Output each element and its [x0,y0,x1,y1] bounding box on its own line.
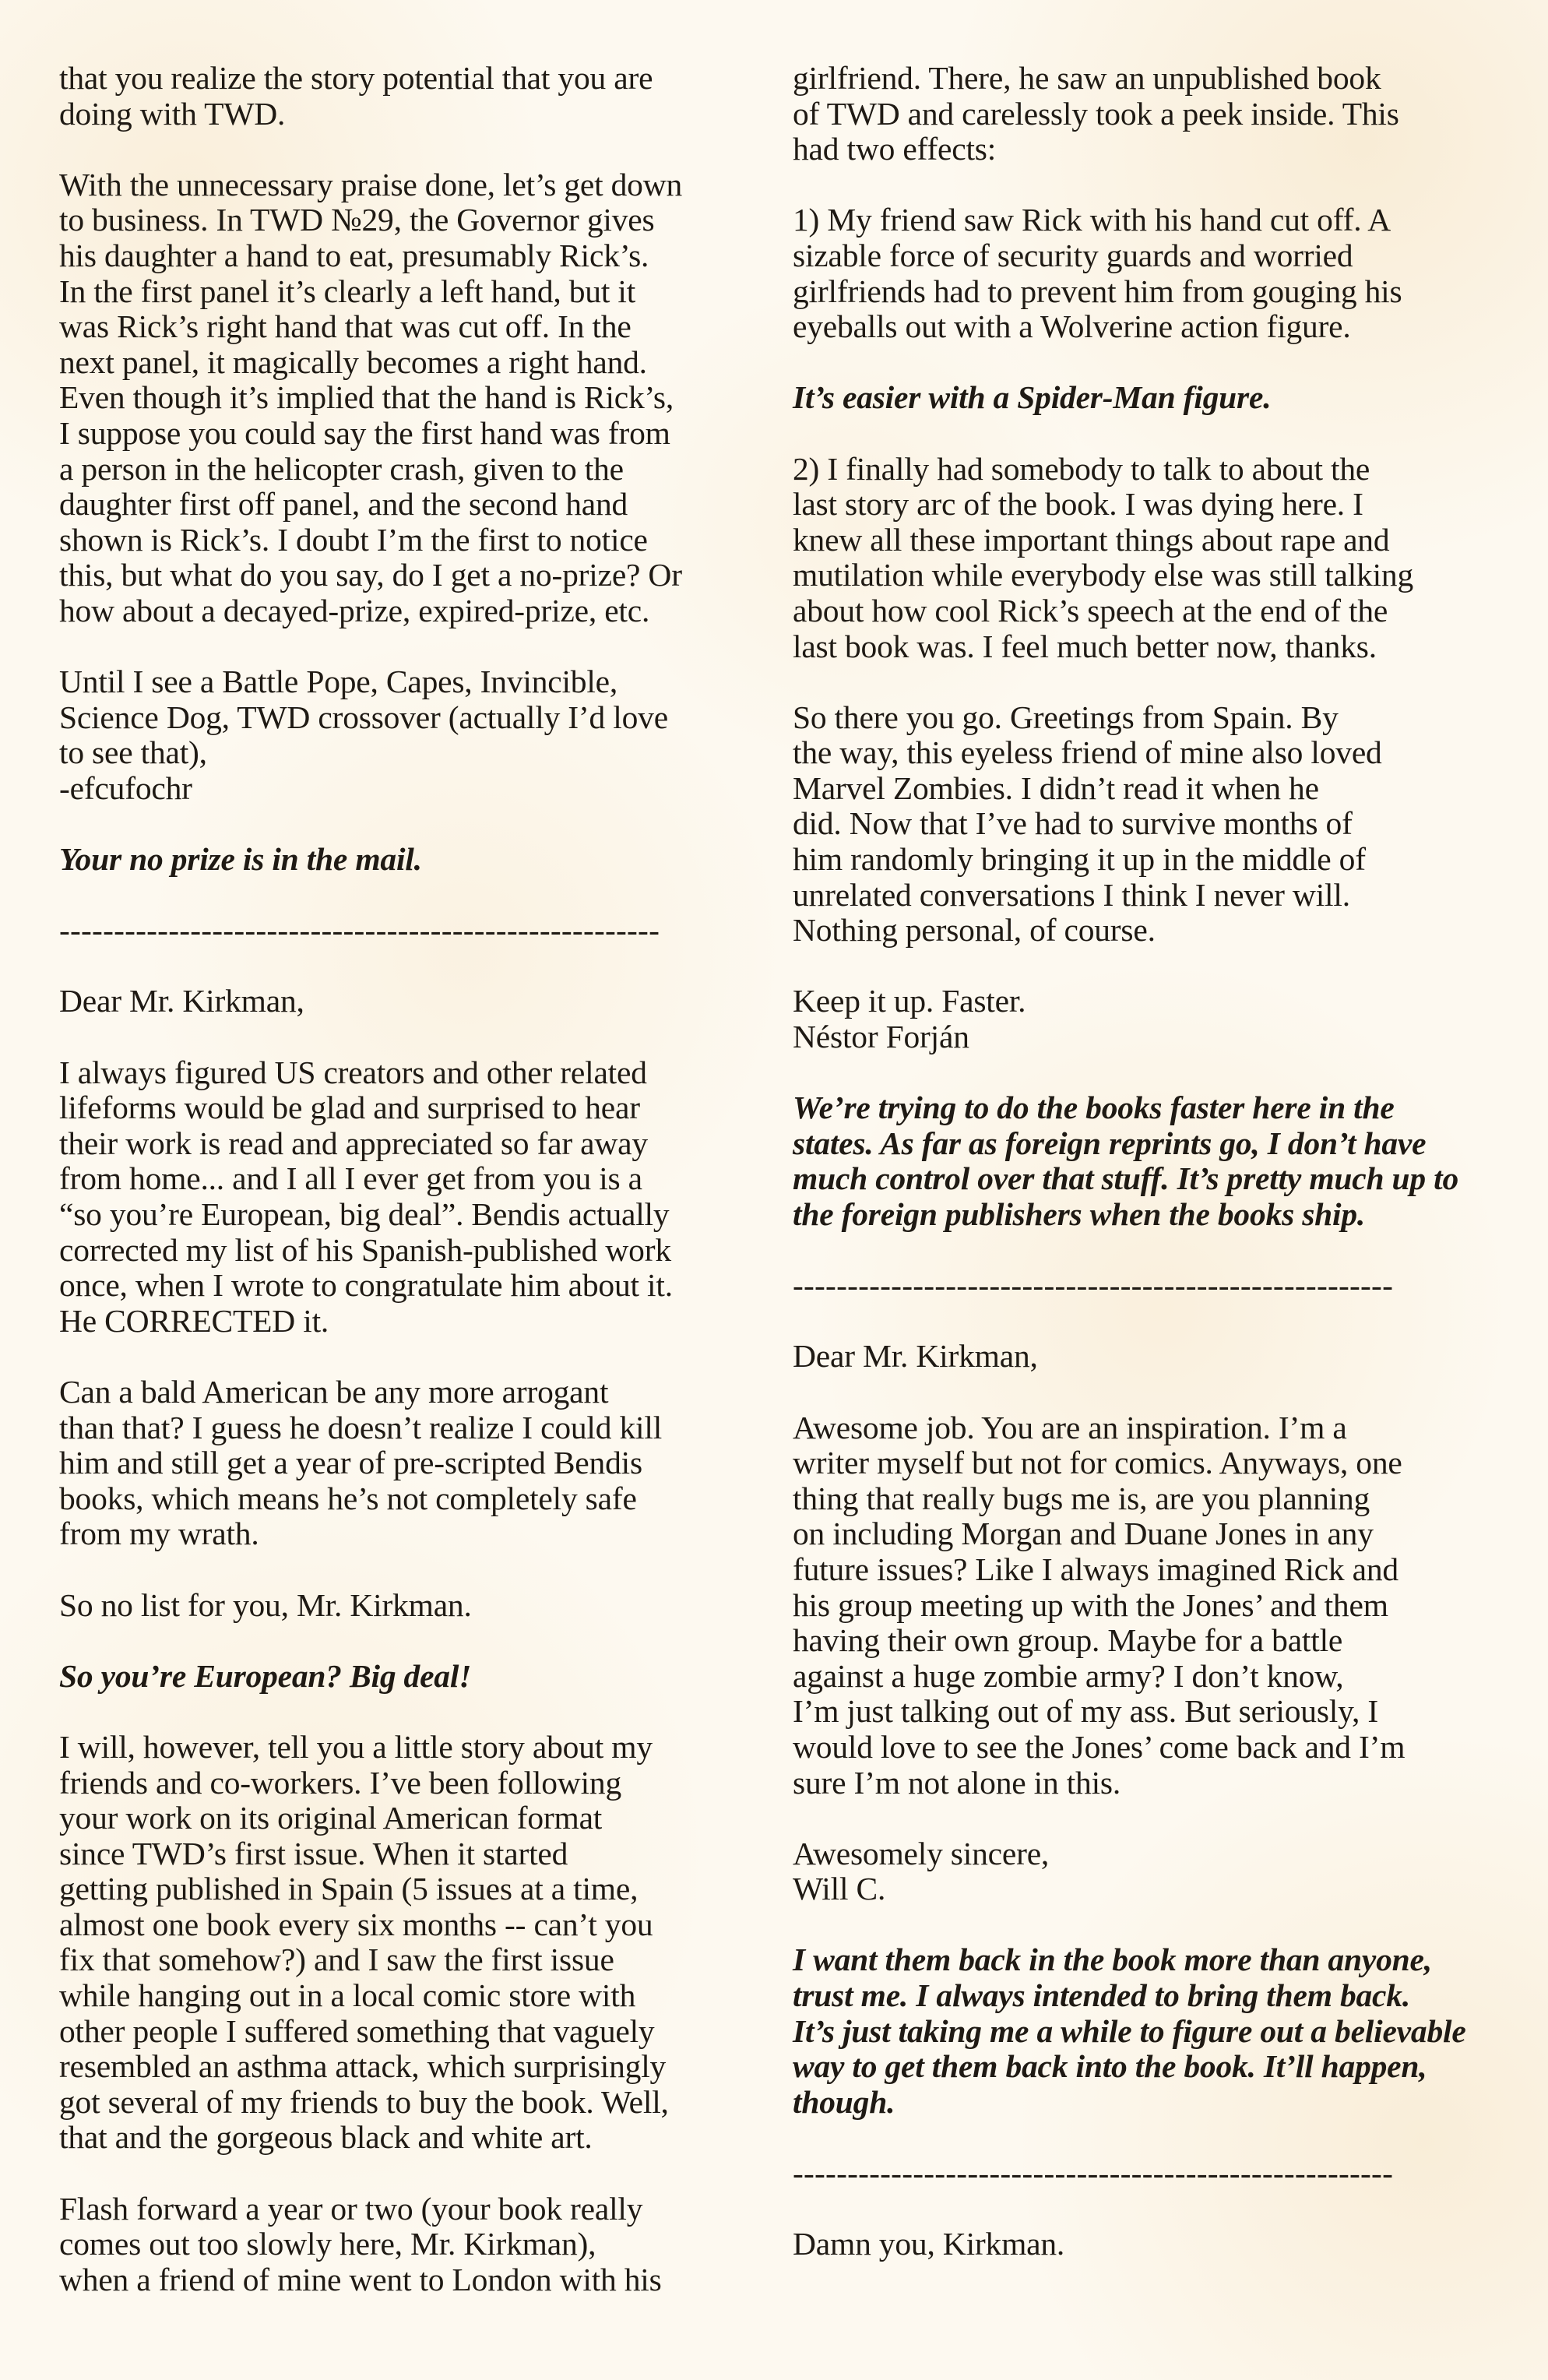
text-line: next panel, it magically becomes a right hand. [59,343,647,380]
text-line: would love to see the Jones’ come back and I’m [793,1728,1406,1765]
text-line: about how cool Rick’s speech at the end of the [793,592,1388,628]
text-line: his group meeting up with the Jones’ and them [793,1586,1388,1623]
section-divider [793,2156,1517,2192]
text-line: Even though it’s implied that the hand is Rick’s, [59,379,674,416]
text-line: I’m just talking out of my ass. But seriously, I [793,1693,1378,1730]
text-line: fix that somehow?) and I saw the first issue [59,1942,614,1978]
text-line: from home... and I all I ever get from you is a [59,1160,642,1197]
text-line: his daughter a hand to eat, presumably Rick’s. [59,237,649,273]
text-line: states. As far as foreign reprints go, I don’t have [793,1125,1427,1161]
text-line: Can a bald American be any more arrogant [59,1373,609,1410]
text-line: the foreign publishers when the books ship. [793,1196,1366,1232]
text-line: that you realize the story potential that you are [59,60,653,96]
text-line: ------------------------------------------------------- [793,2155,1394,2192]
text-line: Keep it up. Faster. [793,983,1026,1019]
section-divider [59,913,760,949]
letter-paragraph [59,1730,760,2156]
text-line: their work is read and appreciated so far away [59,1125,648,1161]
text-line: friends and co-workers. I’ve been following [59,1764,622,1801]
text-line: the way, this eyeless friend of mine also loved [793,734,1382,771]
text-line: “so you’re European, big deal”. Bendis actually [59,1196,670,1232]
text-line: knew all these important things about rape and [793,521,1390,558]
text-line: I always figured US creators and other related [59,1054,647,1090]
text-line: So there you go. Greetings from Spain. By [793,699,1339,735]
text-line: lifeforms would be glad and surprised to hear [59,1090,640,1126]
text-line: shown is Rick’s. I doubt I’m the first to notice [59,521,648,558]
text-line: With the unnecessary praise done, let’s get down [59,166,683,202]
section-divider [793,1268,1517,1304]
text-line: when a friend of mine went to London with his [59,2261,662,2297]
text-line: doing with TWD. [59,95,286,132]
text-line: Awesomely sincere, [793,1835,1050,1871]
text-line: getting published in Spain (5 issues at a time, [59,1871,639,1907]
text-line: resembled an asthma attack, which surprisingly [59,2048,667,2085]
editor-reply [793,1090,1517,1232]
letter-paragraph [793,700,1517,949]
letter-paragraph [793,1410,1517,1801]
letter-paragraph [59,2192,760,2298]
text-line: unrelated conversations I think I never will. [793,876,1350,913]
text-line: 2) I finally had somebody to talk to about the [793,450,1370,487]
text-line: thing that really bugs me is, are you planning [793,1480,1370,1516]
text-line: your work on its original American format [59,1800,603,1836]
letter-paragraph [793,1836,1517,1907]
text-line: So no list for you, Mr. Kirkman. [59,1586,472,1623]
text-line: 1) My friend saw Rick with his hand cut off. A [793,202,1391,238]
text-line: It’s easier with a Spider-Man figure. [793,379,1272,416]
text-line: way to get them back into the book. It’ll happen, [793,2048,1427,2085]
text-line: how about a decayed-prize, expired-prize, etc. [59,592,650,628]
text-line: I will, however, tell you a little story about my [59,1728,653,1765]
text-line: since TWD’s first issue. When it started [59,1835,568,1871]
letter-paragraph [793,1339,1517,1375]
text-line: ------------------------------------------------------- [793,1267,1394,1304]
text-line: We’re trying to do the books faster here in the [793,1090,1395,1126]
text-line: to see that), [59,734,207,771]
letter-paragraph [793,61,1517,167]
text-line: Will C. [793,1871,886,1907]
text-line: Science Dog, TWD crossover (actually I’d love [59,699,668,735]
text-line: had two effects: [793,131,997,167]
letter-paragraph [793,452,1517,665]
text-line: mutilation while everybody else was still talking [793,557,1413,593]
text-line: Until I see a Battle Pope, Capes, Invincible, [59,664,618,700]
letter-paragraph [59,664,760,806]
letter-paragraph [59,1588,760,1624]
editor-reply [793,380,1517,416]
text-line: of TWD and carelessly took a peek inside. This [793,95,1399,132]
text-line: last book was. I feel much better now, thanks. [793,628,1377,664]
editor-reply [59,842,760,878]
text-line: that and the gorgeous black and white art. [59,2119,593,2156]
text-line: -efcufochr [59,769,192,806]
text-line: on including Morgan and Duane Jones in any [793,1516,1374,1552]
text-line: I want them back in the book more than anyone, [793,1942,1432,1978]
text-line: Flash forward a year or two (your book really [59,2190,643,2227]
text-line: sizable force of security guards and worried [793,237,1353,273]
text-line: having their own group. Maybe for a battle [793,1622,1343,1659]
text-line: ------------------------------------------------------- [59,912,660,949]
letters-column-left [59,61,760,2333]
text-line: him and still get a year of pre-scripted Bendis [59,1445,642,1481]
letter-paragraph [793,202,1517,344]
letter-paragraph [793,984,1517,1054]
text-line: sure I’m not alone in this. [793,1764,1121,1801]
editor-reply [59,1659,760,1695]
text-line: In the first panel it’s clearly a left hand, but it [59,273,636,309]
text-line: Awesome job. You are an inspiration. I’m a [793,1409,1347,1445]
text-line: last story arc of the book. I was dying here. I [793,486,1363,523]
text-line: It’s just taking me a while to figure out a believable [793,2012,1466,2049]
letter-paragraph [59,1375,760,1552]
text-line: Marvel Zombies. I didn’t read it when he [793,769,1319,806]
text-line: other people I suffered something that vaguely [59,2012,655,2049]
text-line: Your no prize is in the mail. [59,841,422,878]
text-line: though. [793,2083,895,2120]
letters-column-right [793,61,1517,2297]
text-line: So you’re European? Big deal! [59,1657,472,1694]
letter-paragraph [59,1055,760,1340]
text-line: Damn you, Kirkman. [793,2226,1065,2262]
editor-reply [793,1942,1517,2120]
text-line: a person in the helicopter crash, given to the [59,450,624,487]
text-line: daughter first off panel, and the second hand [59,486,628,523]
text-line: comes out too slowly here, Mr. Kirkman), [59,2226,596,2262]
text-line: girlfriend. There, he saw an unpublished book [793,60,1381,96]
text-line: much control over that stuff. It’s pretty much up to [793,1160,1459,1197]
text-line: Néstor Forján [793,1019,969,1055]
text-line: Dear Mr. Kirkman, [59,983,304,1019]
text-line: He CORRECTED it. [59,1302,329,1339]
text-line: corrected my list of his Spanish-published work [59,1231,671,1268]
text-line: was Rick’s right hand that was cut off. In the [59,308,632,345]
text-line: against a huge zombie army? I don’t know, [793,1657,1344,1694]
text-line: this, but what do you say, do I get a no-prize? Or [59,557,682,593]
text-line: got several of my friends to buy the book. Well, [59,2083,669,2120]
text-line: Dear Mr. Kirkman, [793,1338,1038,1375]
text-line: to business. In TWD №29, the Governor gives [59,202,655,238]
text-line: writer myself but not for comics. Anyways, one [793,1445,1402,1481]
text-line: almost one book every six months -- can’t you [59,1906,653,1942]
text-line: while hanging out in a local comic store with [59,1977,636,2014]
text-line: eyeballs out with a Wolverine action figure. [793,308,1351,345]
text-line: from my wrath. [59,1516,259,1552]
text-line: girlfriends had to prevent him from gouging his [793,273,1402,309]
text-line: once, when I wrote to congratulate him about it. [59,1267,673,1304]
text-line: future issues? Like I always imagined Rick and [793,1551,1398,1587]
text-line: trust me. I always intended to bring them back. [793,1977,1411,2014]
letter-paragraph [59,61,760,132]
letter-paragraph [793,2227,1517,2262]
text-line: him randomly bringing it up in the middle of [793,841,1366,878]
letter-paragraph [59,984,760,1019]
text-line: than that? I guess he doesn’t realize I could kill [59,1409,663,1445]
text-line: Nothing personal, of course. [793,912,1156,949]
text-line: books, which means he’s not completely safe [59,1480,637,1516]
text-line: did. Now that I’ve had to survive months of [793,805,1353,842]
letter-paragraph [59,167,760,629]
text-line: I suppose you could say the first hand was from [59,414,670,451]
